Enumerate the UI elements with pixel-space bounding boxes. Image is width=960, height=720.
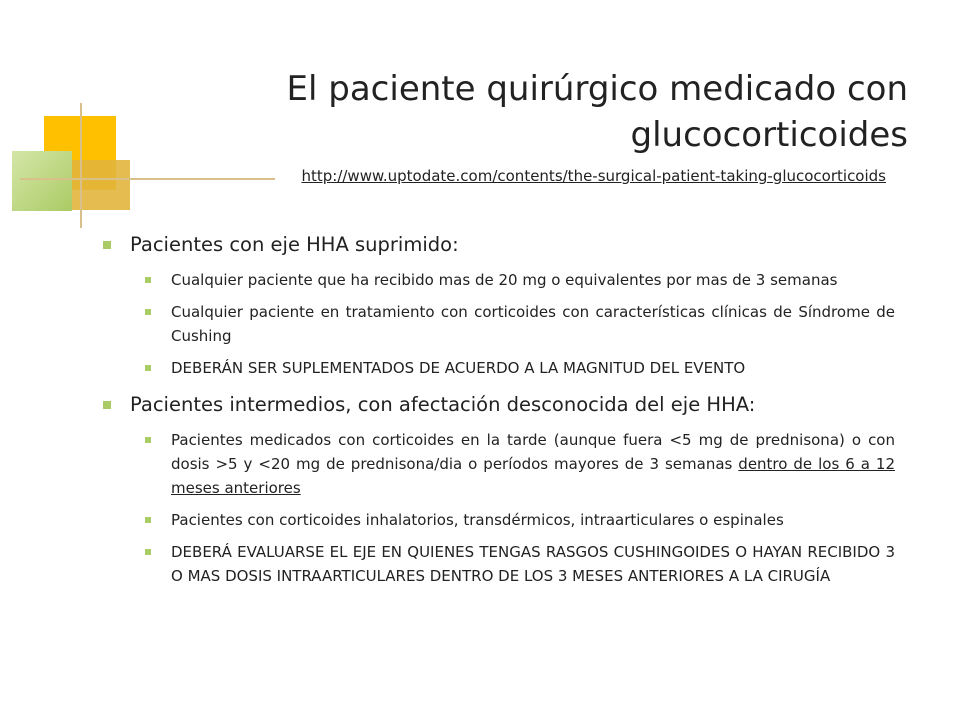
source-link[interactable]: http://www.uptodate.com/contents/the-surgical-patient-taking-glucocorticoids [301,167,886,185]
list-item-text: DEBERÁ EVALUARSE EL EJE EN QUIENES TENGAS RASGOS CUSHINGOIDES O HAYAN RECIBIDO 3 O MAS DOSIS INTRAARTICULARES DENTRO DE LOS 3 MESES ANTERIORES A LA CIRUGÍA [171,543,895,585]
bullet-icon [145,517,151,523]
list-item-text: Pacientes con corticoides inhalatorios, transdérmicos, intraarticulares o espinales [171,511,784,529]
slide-title [188,66,908,158]
decor-horizontal-line [20,178,275,180]
section-heading-text: Pacientes con eje HHA suprimido: [130,233,459,256]
list-item [145,300,895,348]
list-item [145,508,895,532]
section-heading-suppressed [103,232,923,258]
list-item [145,540,895,588]
bullet-icon [145,309,151,315]
decor-vertical-line [80,103,82,228]
slide-title-line1: El paciente quirúrgico medicado con [286,69,908,109]
list-item-text-part: Pacientes medicados con corticoides en la tarde (aunque fuera <5 mg de prednisona) o con dosis >5 y <20 mg de prednisona/dia o períodos mayores de 3 semanas [171,431,895,473]
section-heading-text: Pacientes intermedios, con afectación desconocida del eje HHA: [130,393,756,416]
section-heading-intermediate [103,392,923,418]
list-item-text [171,428,895,500]
list-item [145,428,895,500]
list-item-text: Cualquier paciente en tratamiento con corticoides con características clínicas de Síndrome de Cushing [171,303,895,345]
slide-content [103,232,923,596]
list-item-text: DEBERÁN SER SUPLEMENTADOS DE ACUERDO A LA MAGNITUD DEL EVENTO [171,359,746,377]
underlined-text: dentro de los 6 a 12 meses anteriores [171,455,895,497]
bullet-icon [145,277,151,283]
bullet-icon [145,437,151,443]
list-item [145,268,895,292]
bullet-icon [145,365,151,371]
bullet-icon [103,401,111,409]
slide-title-line2: glucocorticoides [630,115,908,155]
decor-green-square [12,151,72,211]
list-item [145,356,895,380]
list-item-text: Cualquier paciente que ha recibido mas de 20 mg o equivalentes por mas de 3 semanas [171,271,838,289]
bullet-icon [103,241,111,249]
bullet-icon [145,549,151,555]
